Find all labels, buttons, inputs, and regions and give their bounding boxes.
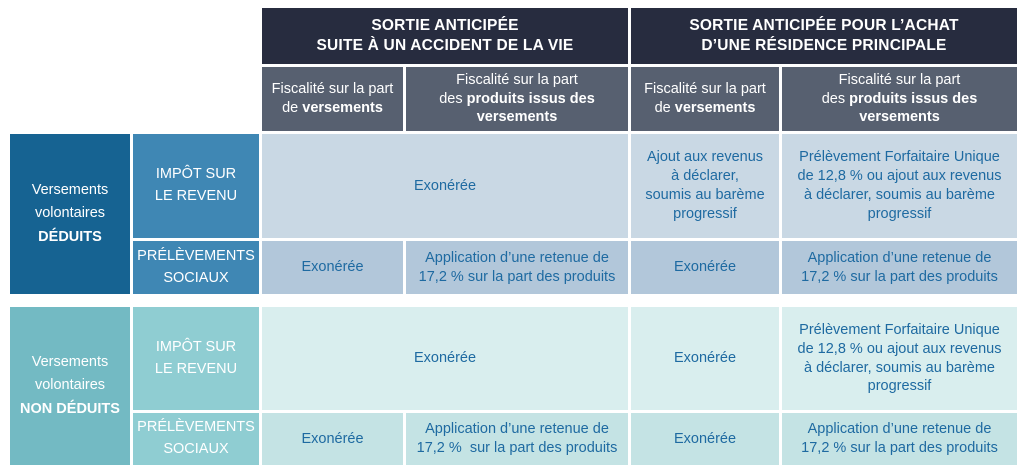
cell-b-ir-residence-versements: Exonérée bbox=[631, 307, 779, 410]
cell-b-ps-residence-versements: Exonérée bbox=[631, 413, 779, 465]
cell-a-ps-residence-versements: Exonérée bbox=[631, 241, 779, 294]
row-label-versements-non-deduits: Versements volontaires NON DÉDUITS bbox=[10, 307, 130, 465]
cell-a-ir-residence-produits: Prélèvement Forfaitaire Unique de 12,8 % ou ajout aux revenus à déclarer, soumis au barème progressif bbox=[782, 134, 1017, 238]
cell-a-ir-residence-versements: Ajout aux revenus à déclarer, soumis au barème progressif bbox=[631, 134, 779, 238]
cell-b-ps-accident-produits: Application d’une retenue de 17,2 % sur la part des produits bbox=[406, 413, 628, 465]
subheader-accident-produits: Fiscalité sur la part des produits issus des versements bbox=[406, 67, 628, 131]
row-sublabel-impot-revenu-a: IMPÔT SUR LE REVENU bbox=[133, 134, 259, 238]
header-sortie-accident: SORTIE ANTICIPÉE SUITE À UN ACCIDENT DE LA VIE bbox=[262, 8, 628, 64]
cell-a-ps-residence-produits: Application d’une retenue de 17,2 % sur la part des produits bbox=[782, 241, 1017, 294]
cell-a-ps-accident-versements: Exonérée bbox=[262, 241, 403, 294]
row-sublabel-prelevements-sociaux-a: PRÉLÈVEMENTS SOCIAUX bbox=[133, 241, 259, 294]
header-sortie-residence: SORTIE ANTICIPÉE POUR L’ACHAT D’UNE RÉSIDENCE PRINCIPALE bbox=[631, 8, 1017, 64]
cell-b-ps-accident-versements: Exonérée bbox=[262, 413, 403, 465]
cell-a-ir-accident: Exonérée bbox=[262, 134, 628, 238]
cell-b-ir-residence-produits: Prélèvement Forfaitaire Unique de 12,8 % ou ajout aux revenus à déclarer, soumis au barème progressif bbox=[782, 307, 1017, 410]
cell-a-ps-accident-produits: Application d’une retenue de 17,2 % sur la part des produits bbox=[406, 241, 628, 294]
subheader-residence-versements: Fiscalité sur la part de versements bbox=[631, 67, 779, 131]
row-sublabel-prelevements-sociaux-b: PRÉLÈVEMENTS SOCIAUX bbox=[133, 413, 259, 465]
subheader-accident-versements: Fiscalité sur la part de versements bbox=[262, 67, 403, 131]
cell-b-ps-residence-produits: Application d’une retenue de 17,2 % sur la part des produits bbox=[782, 413, 1017, 465]
row-sublabel-impot-revenu-b: IMPÔT SUR LE REVENU bbox=[133, 307, 259, 410]
cell-b-ir-accident: Exonérée bbox=[262, 307, 628, 410]
row-label-versements-deduits: Versements volontaires DÉDUITS bbox=[10, 134, 130, 294]
subheader-residence-produits: Fiscalité sur la part des produits issus des versements bbox=[782, 67, 1017, 131]
